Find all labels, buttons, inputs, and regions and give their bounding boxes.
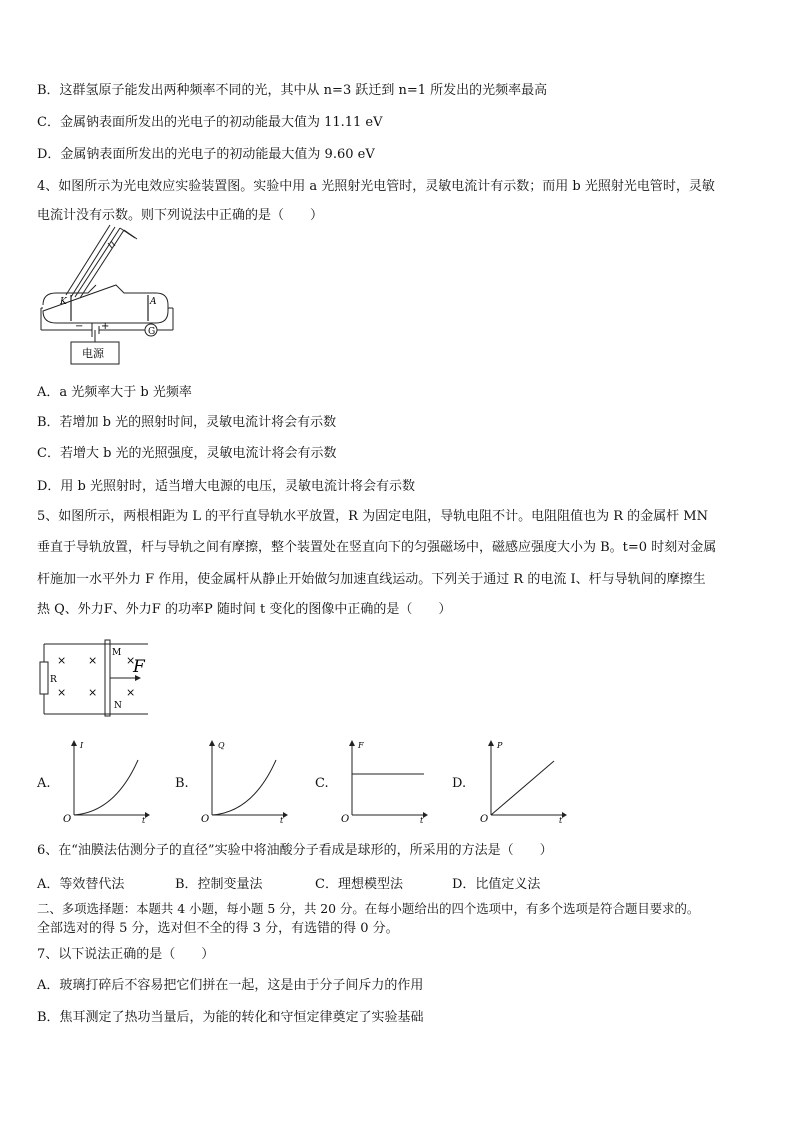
- q5-stem-line-2: 垂直于导轨放置，杆与导轨之间有摩擦，整个装置处在竖直向下的匀强磁场中，磁感应强度大小为 B。t=0 时刻对金属: [37, 540, 717, 555]
- graph-a-current-vs-time: [60, 740, 150, 825]
- graph-d-power-vs-time: [477, 740, 567, 825]
- section-2-heading-line-1: 二、多项选择题：本题共 4 小题，每小题 5 分，共 20 分。在每小题给出的四个选项中，有多个选项是符合题目要求的。: [37, 901, 700, 916]
- graph-b-ylabel: Q: [218, 741, 225, 750]
- q4-option-c: C．若增大 b 光的光照强度，灵敏电流计将会有示数: [37, 446, 337, 461]
- q7-option-b: B．焦耳测定了热功当量后，为能的转化和守恒定律奠定了实验基础: [37, 1010, 424, 1025]
- field-cross: ×: [57, 654, 67, 667]
- graph-b-heat-vs-time: [198, 740, 288, 825]
- q6-option-c: C．理想模型法: [315, 877, 403, 892]
- graph-a-origin: O: [63, 814, 72, 825]
- q3-option-b: B．这群氢原子能发出两种频率不同的光，其中从 n=3 跃迁到 n=1 所发出的光频率最高: [37, 83, 548, 98]
- graph-d-xlabel: t: [559, 816, 563, 825]
- graph-c-force-vs-time: [338, 740, 428, 825]
- field-cross: ×: [88, 654, 98, 667]
- graph-c-origin: O: [341, 814, 350, 825]
- q5-stem-line-3: 杆施加一水平外力 F 作用，使金属杆从静止开始做匀加速直线运动。下列关于通过 R 的电流 I、杆与导轨间的摩擦生: [37, 572, 706, 587]
- field-cross: ×: [57, 686, 67, 699]
- graph-d-option: D.: [452, 776, 467, 791]
- cathode-label: K: [60, 297, 67, 307]
- rod-end-m-label: M: [112, 648, 122, 658]
- graph-c-option: C.: [315, 776, 329, 791]
- graph-a-ylabel: I: [80, 741, 84, 750]
- q4-option-d: D．用 b 光照射时，适当增大电源的电压，灵敏电流计将会有示数: [37, 479, 416, 494]
- graph-d-ylabel: P: [497, 741, 503, 750]
- q3-option-d: D．金属钠表面所发出的光电子的初动能最大值为 9.60 eV: [37, 147, 375, 162]
- q6-option-b: B．控制变量法: [175, 877, 263, 892]
- field-cross: ×: [88, 686, 98, 699]
- anode-label: A: [150, 297, 157, 307]
- q5-stem-line-1: 5、如图所示，两根相距为 L 的平行直导轨水平放置，R 为固定电阻，导轨电阻不计。电阻阻值也为 R 的金属杆 MN: [37, 509, 708, 524]
- field-cross: ×: [126, 654, 136, 667]
- section-2-heading-line-2: 全部选对的得 5 分，选对但不全的得 3 分，有选错的得 0 分。: [37, 921, 399, 936]
- q4-stem-line-1: 4、如图所示为光电效应实验装置图。实验中用 a 光照射光电管时，灵敏电流计有示数；而用 b 光照射光电管时，灵敏: [37, 179, 715, 194]
- rail-circuit-figure: [38, 638, 158, 718]
- galvanometer-label: G: [148, 327, 156, 337]
- q6-option-d: D．比值定义法: [452, 877, 541, 892]
- graph-b-option: B.: [175, 776, 189, 791]
- minus-sign: −: [75, 321, 84, 332]
- graph-a-xlabel: t: [142, 816, 146, 825]
- force-label: F: [133, 657, 145, 677]
- graph-b-origin: O: [201, 814, 210, 825]
- q5-stem-line-4: 热 Q、外力F、外力F 的功率P 随时间 t 变化的图像中正确的是（ ）: [37, 602, 452, 617]
- graph-d-origin: O: [480, 814, 489, 825]
- q6-stem: 6、在“油膜法估测分子的直径”实验中将油酸分子看成是球形的，所采用的方法是（ ）: [37, 843, 553, 858]
- q3-option-c: C．金属钠表面所发出的光电子的初动能最大值为 11.11 eV: [37, 115, 383, 130]
- power-source-label: 电源: [82, 347, 104, 360]
- q4-option-a: A．a 光频率大于 b 光频率: [37, 385, 192, 400]
- graph-c-xlabel: t: [420, 816, 424, 825]
- field-cross: ×: [126, 686, 136, 699]
- plus-sign: +: [101, 321, 110, 332]
- q4-stem-line-2: 电流计没有示数。则下列说法中正确的是（ ）: [37, 208, 324, 223]
- q4-option-b: B．若增加 b 光的照射时间，灵敏电流计将会有示数: [37, 415, 337, 430]
- graph-b-xlabel: t: [280, 816, 284, 825]
- graph-c-ylabel: F: [358, 741, 364, 750]
- q7-option-a: A．玻璃打碎后不容易把它们拼在一起，这是由于分子间斥力的作用: [37, 978, 424, 993]
- q7-stem: 7、以下说法正确的是（ ）: [37, 947, 215, 962]
- graph-a-option: A.: [37, 776, 51, 791]
- rod-end-n-label: N: [114, 701, 122, 711]
- resistor-label: R: [50, 675, 57, 685]
- photoelectric-apparatus-figure: [38, 225, 178, 370]
- q6-option-a: A．等效替代法: [37, 877, 125, 892]
